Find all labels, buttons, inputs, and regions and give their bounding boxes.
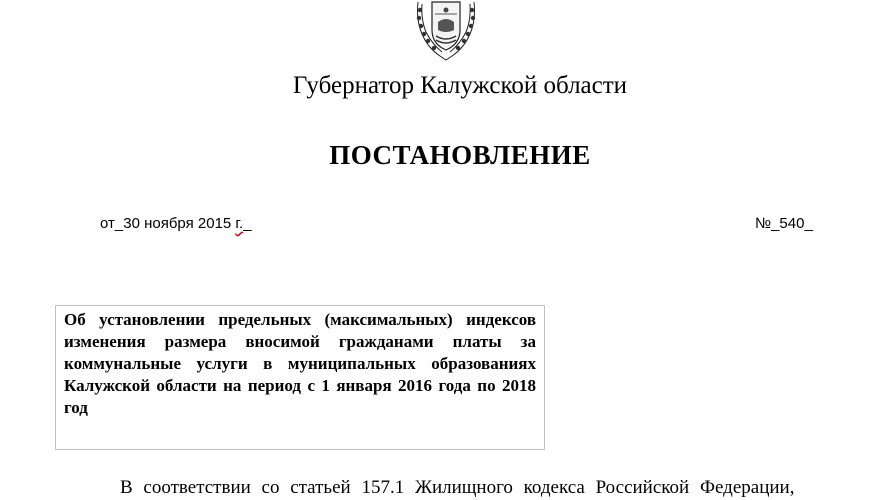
date-suffix-spellcheck: г. <box>235 215 244 232</box>
issuer-title: Губернатор Калужской области <box>292 72 628 99</box>
date-tail: _ <box>243 215 252 232</box>
date-prefix: от_30 ноября 2015 <box>100 215 236 232</box>
document-subject: Об установлении предельных (максимальных) индексов изменения размера вносимой гражданами платы за коммунальные услуги в муниципальных образованиях Калужской области на период с 1 января 2016 года по 2018 год <box>64 310 536 417</box>
document-type: ПОСТАНОВЛЕНИЕ <box>329 140 591 170</box>
document-date <box>100 215 252 232</box>
document-number: №_540_ <box>755 215 813 232</box>
coat-of-arms-icon <box>414 0 478 62</box>
body-paragraph-first-line: В соответствии со статьей 157.1 Жилищного кодекса Российской Федерации, <box>120 477 795 498</box>
